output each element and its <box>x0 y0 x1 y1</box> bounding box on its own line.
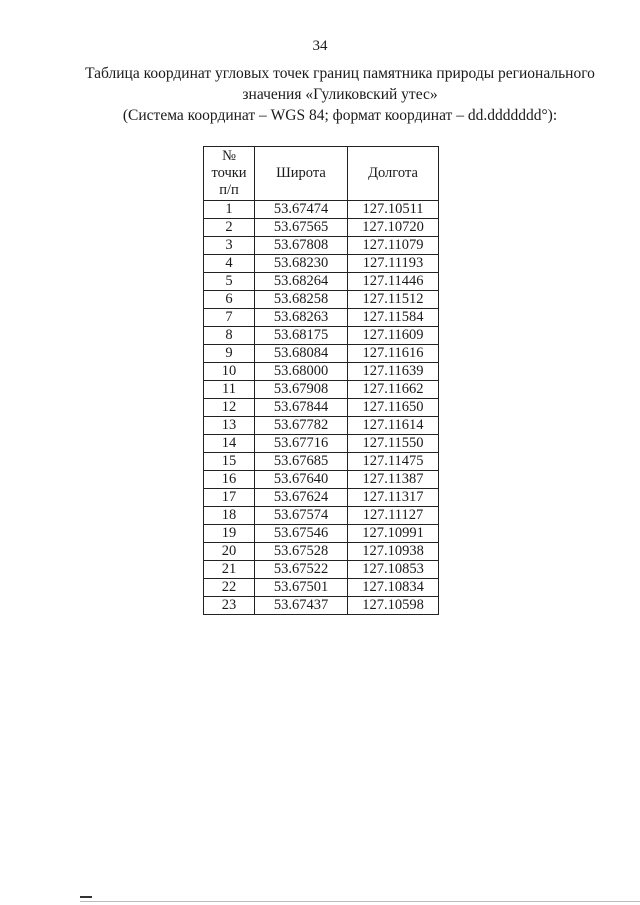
title-line-2: значения «Гуликовский утес» <box>242 86 438 103</box>
cell-longitude: 127.10853 <box>348 561 439 579</box>
cell-longitude: 127.11584 <box>348 309 439 327</box>
cell-latitude: 53.67522 <box>255 561 348 579</box>
cell-longitude: 127.11127 <box>348 507 439 525</box>
cell-longitude: 127.11609 <box>348 327 439 345</box>
cell-point-number: 14 <box>204 435 255 453</box>
cell-point-number: 13 <box>204 417 255 435</box>
table-row <box>204 327 439 345</box>
cell-latitude: 53.67474 <box>255 201 348 219</box>
table-row <box>204 561 439 579</box>
cell-latitude: 53.67565 <box>255 219 348 237</box>
table-row <box>204 417 439 435</box>
cell-point-number: 12 <box>204 399 255 417</box>
cell-longitude: 127.10834 <box>348 579 439 597</box>
cell-point-number: 21 <box>204 561 255 579</box>
table-row <box>204 507 439 525</box>
cell-latitude: 53.68084 <box>255 345 348 363</box>
cell-point-number: 7 <box>204 309 255 327</box>
cell-point-number: 11 <box>204 381 255 399</box>
cell-longitude: 127.10598 <box>348 597 439 615</box>
cell-longitude: 127.11446 <box>348 273 439 291</box>
cell-longitude: 127.11550 <box>348 435 439 453</box>
table-row <box>204 471 439 489</box>
cell-latitude: 53.68258 <box>255 291 348 309</box>
cell-latitude: 53.67437 <box>255 597 348 615</box>
cell-latitude: 53.67574 <box>255 507 348 525</box>
table-row <box>204 273 439 291</box>
scan-edge-line <box>80 901 640 902</box>
cell-longitude: 127.10511 <box>348 201 439 219</box>
header-point-number <box>204 147 255 201</box>
header-num-abbr: п/п <box>219 182 239 198</box>
cell-point-number: 16 <box>204 471 255 489</box>
table-row <box>204 255 439 273</box>
cell-longitude: 127.11639 <box>348 363 439 381</box>
cell-latitude: 53.67716 <box>255 435 348 453</box>
cell-point-number: 3 <box>204 237 255 255</box>
cell-longitude: 127.11193 <box>348 255 439 273</box>
table-row <box>204 579 439 597</box>
cell-latitude: 53.68230 <box>255 255 348 273</box>
cell-latitude: 53.67782 <box>255 417 348 435</box>
table-row <box>204 525 439 543</box>
cell-longitude: 127.11650 <box>348 399 439 417</box>
table-row <box>204 597 439 615</box>
scan-edge-tick <box>80 896 92 898</box>
header-num-symbol: № <box>222 148 236 164</box>
cell-point-number: 18 <box>204 507 255 525</box>
cell-longitude: 127.10991 <box>348 525 439 543</box>
title-line-3: (Система координат – WGS 84; формат координат – dd.ddddddd°): <box>122 107 558 124</box>
cell-latitude: 53.67546 <box>255 525 348 543</box>
cell-latitude: 53.67528 <box>255 543 348 561</box>
cell-longitude: 127.10720 <box>348 219 439 237</box>
cell-point-number: 6 <box>204 291 255 309</box>
cell-latitude: 53.67808 <box>255 237 348 255</box>
table-row <box>204 237 439 255</box>
cell-point-number: 4 <box>204 255 255 273</box>
cell-latitude: 53.67640 <box>255 471 348 489</box>
table-row <box>204 345 439 363</box>
table-row <box>204 291 439 309</box>
cell-longitude: 127.11475 <box>348 453 439 471</box>
table-row <box>204 453 439 471</box>
page-number: 34 <box>312 38 328 54</box>
table-row <box>204 399 439 417</box>
table-header-row <box>204 147 439 201</box>
cell-longitude: 127.11662 <box>348 381 439 399</box>
cell-point-number: 8 <box>204 327 255 345</box>
header-latitude: Широта <box>255 147 348 201</box>
cell-latitude: 53.67844 <box>255 399 348 417</box>
cell-point-number: 9 <box>204 345 255 363</box>
cell-point-number: 1 <box>204 201 255 219</box>
cell-longitude: 127.11616 <box>348 345 439 363</box>
table-row <box>204 363 439 381</box>
cell-point-number: 2 <box>204 219 255 237</box>
cell-latitude: 53.68000 <box>255 363 348 381</box>
header-num-word: точки <box>211 165 247 181</box>
table-row <box>204 543 439 561</box>
cell-latitude: 53.68175 <box>255 327 348 345</box>
cell-latitude: 53.67908 <box>255 381 348 399</box>
cell-longitude: 127.11614 <box>348 417 439 435</box>
title-line-1: Таблица координат угловых точек границ памятника природы регионального <box>85 65 595 82</box>
cell-longitude: 127.11317 <box>348 489 439 507</box>
cell-longitude: 127.11079 <box>348 237 439 255</box>
table-row <box>204 435 439 453</box>
cell-point-number: 17 <box>204 489 255 507</box>
cell-latitude: 53.68263 <box>255 309 348 327</box>
table-row <box>204 219 439 237</box>
document-title <box>60 63 620 126</box>
cell-point-number: 15 <box>204 453 255 471</box>
cell-point-number: 20 <box>204 543 255 561</box>
table-row <box>204 309 439 327</box>
table-row <box>204 201 439 219</box>
cell-longitude: 127.10938 <box>348 543 439 561</box>
table-row <box>204 381 439 399</box>
cell-point-number: 22 <box>204 579 255 597</box>
cell-point-number: 23 <box>204 597 255 615</box>
cell-latitude: 53.67685 <box>255 453 348 471</box>
header-longitude: Долгота <box>348 147 439 201</box>
cell-longitude: 127.11512 <box>348 291 439 309</box>
table-row <box>204 489 439 507</box>
coordinates-table <box>203 146 439 615</box>
cell-latitude: 53.67501 <box>255 579 348 597</box>
cell-latitude: 53.68264 <box>255 273 348 291</box>
cell-point-number: 5 <box>204 273 255 291</box>
cell-latitude: 53.67624 <box>255 489 348 507</box>
cell-point-number: 19 <box>204 525 255 543</box>
cell-point-number: 10 <box>204 363 255 381</box>
table-body <box>204 201 439 615</box>
cell-longitude: 127.11387 <box>348 471 439 489</box>
